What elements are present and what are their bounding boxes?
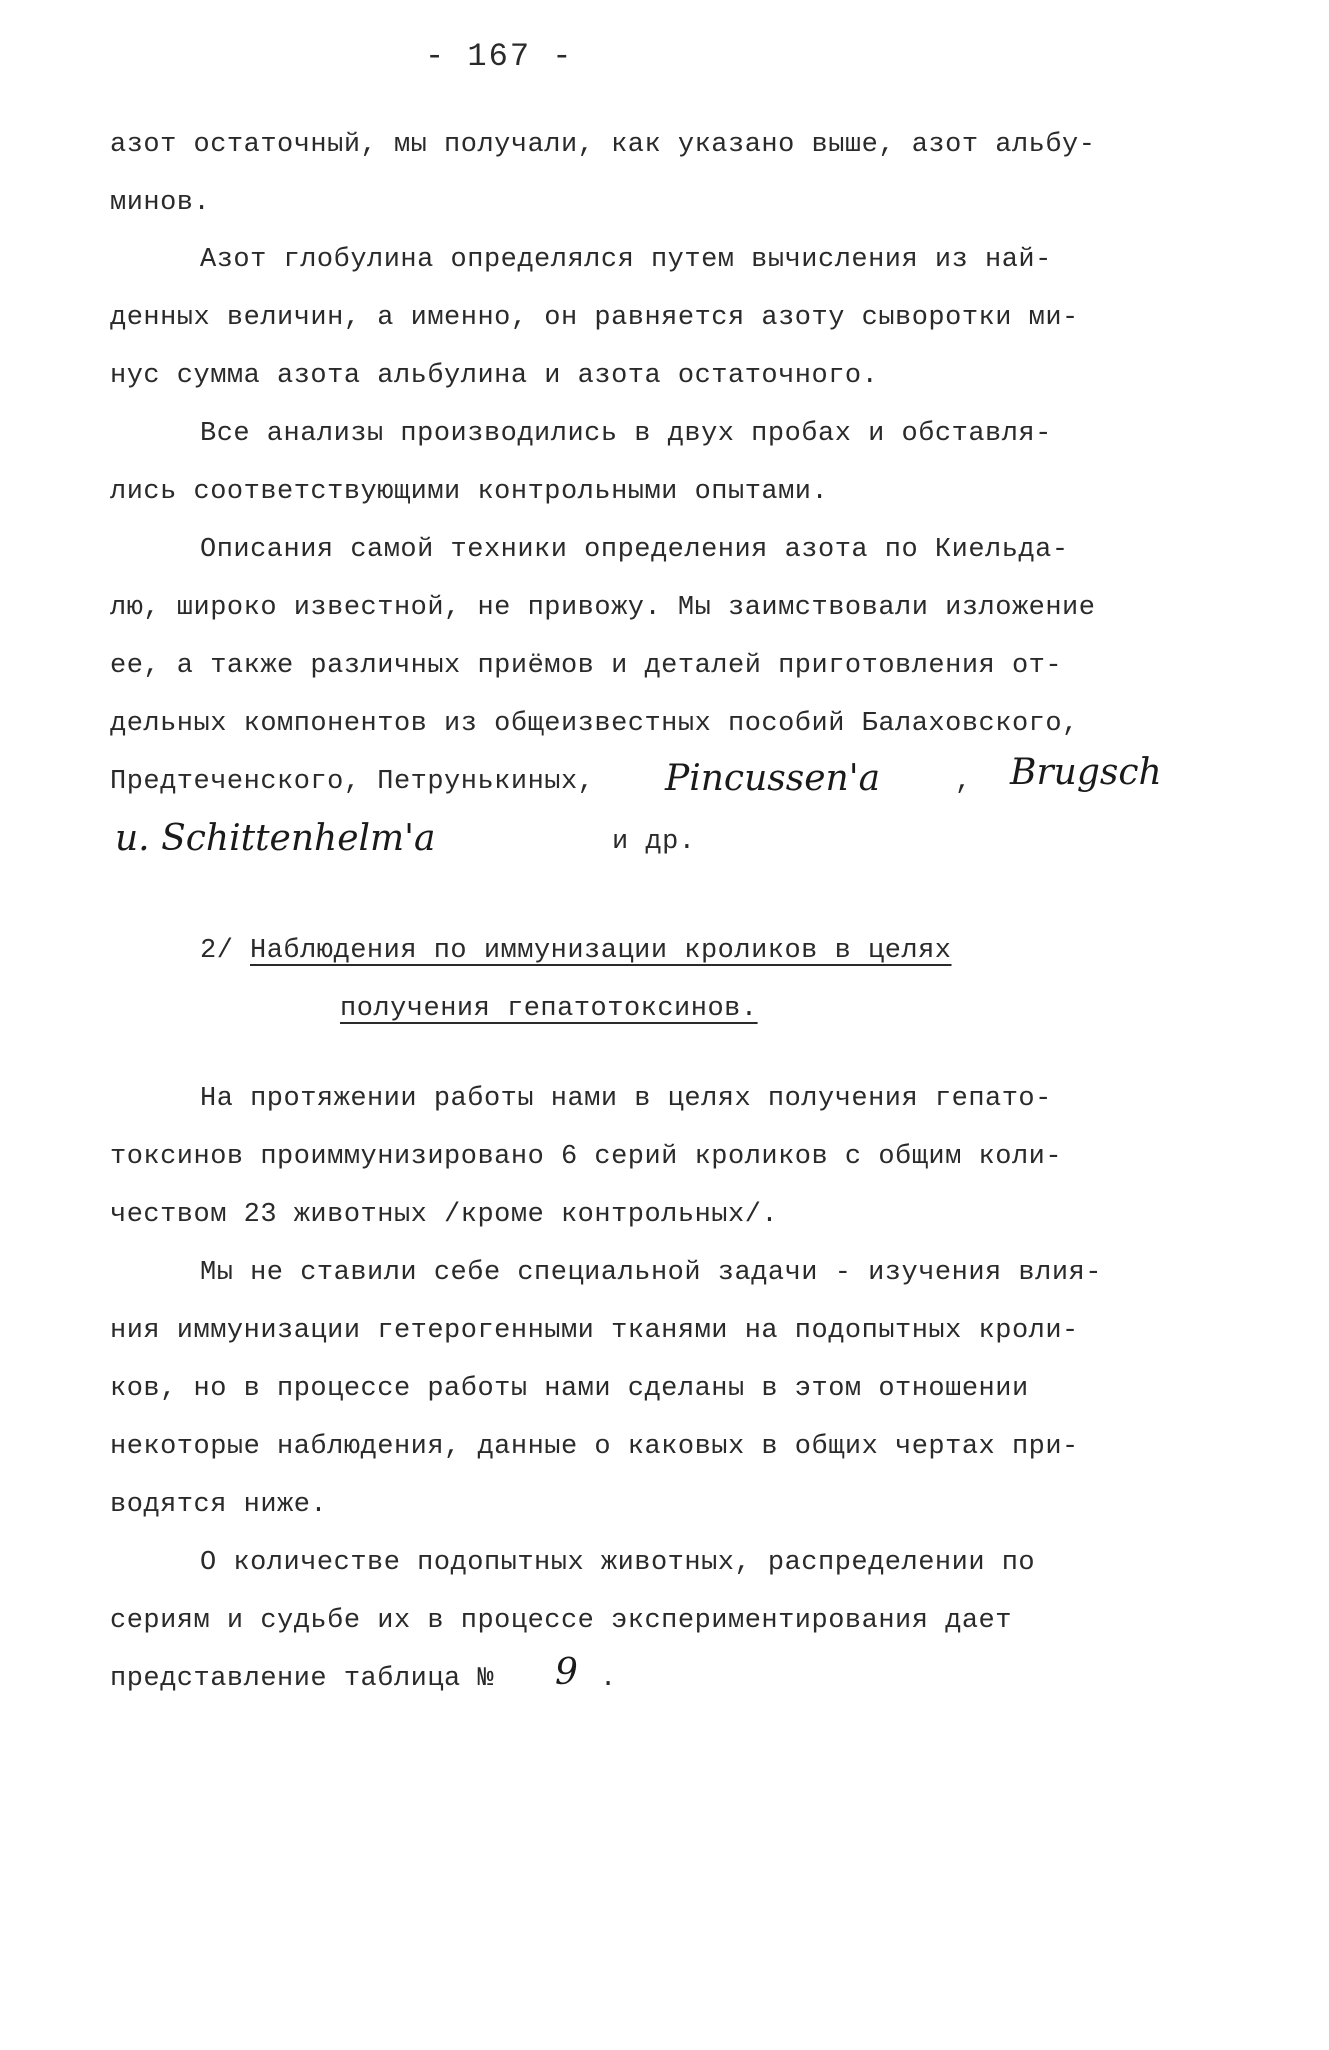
text-comma: , bbox=[955, 767, 972, 797]
text-line: Мы не ставили себе специальной задачи - изучения влия- bbox=[200, 1258, 1102, 1288]
text-final-period: . bbox=[600, 1664, 617, 1694]
text-line: лись соответствующими контрольными опытами. bbox=[110, 477, 829, 507]
text-line: минов. bbox=[110, 188, 211, 218]
text-line: денных величин, а именно, он равняется азоту сыворотки ми- bbox=[110, 303, 1079, 333]
handwritten-table-number: 9 bbox=[555, 1652, 578, 1693]
text-line: ния иммунизации гетерогенными тканями на подопытных кроли- bbox=[110, 1316, 1079, 1346]
section-title-line2: получения гепатотоксинов. bbox=[340, 994, 758, 1024]
text-line: Все анализы производились в двух пробах и обставля- bbox=[200, 419, 1052, 449]
text-line: представление таблица № bbox=[110, 1664, 495, 1694]
handwritten-author-brugsch: Brugsch bbox=[1010, 752, 1162, 793]
handwritten-author-schittenhelm: u. Schittenhelm'a bbox=[115, 818, 436, 859]
text-line: нус сумма азота альбулина и азота остаточного. bbox=[110, 361, 879, 391]
text-line: азот остаточный, мы получали, как указано выше, азот альбу- bbox=[110, 130, 1096, 160]
handwritten-author-pincussen: Pincussen'a bbox=[665, 758, 881, 799]
text-line: некоторые наблюдения, данные о каковых в общих чертах при- bbox=[110, 1432, 1079, 1462]
text-line: водятся ниже. bbox=[110, 1490, 328, 1520]
text-line: лю, широко известной, не привожу. Мы заимствовали изложение bbox=[110, 593, 1096, 623]
text-line: ков, но в процессе работы нами сделаны в этом отношении bbox=[110, 1374, 1029, 1404]
text-line: На протяжении работы нами в целях получения гепато- bbox=[200, 1084, 1052, 1114]
section-number: 2/ bbox=[200, 936, 234, 966]
text-line: дельных компонентов из общеизвестных пособий Балаховского, bbox=[110, 709, 1079, 739]
text-line: Предтеченского, Петрунькиных, bbox=[110, 767, 595, 797]
text-line: Описания самой техники определения азота по Киельда- bbox=[200, 535, 1069, 565]
text-line: ее, а также различных приёмов и деталей приготовления от- bbox=[110, 651, 1063, 681]
text-line: токсинов проиммунизировано 6 серий кроликов с общим коли- bbox=[110, 1142, 1063, 1172]
text-line: сериям и судьбе их в процессе экспериментирования дает bbox=[110, 1606, 1012, 1636]
text-line: чеством 23 животных /кроме контрольных/. bbox=[110, 1200, 779, 1230]
text-line: Азот глобулина определялся путем вычисления из най- bbox=[200, 245, 1052, 275]
section-title-line1: Наблюдения по иммунизации кроликов в целях bbox=[250, 936, 952, 966]
page-number: - 167 - bbox=[425, 38, 574, 75]
text-line: О количестве подопытных животных, распределении по bbox=[200, 1548, 1036, 1578]
text-and-others: и др. bbox=[612, 827, 696, 857]
